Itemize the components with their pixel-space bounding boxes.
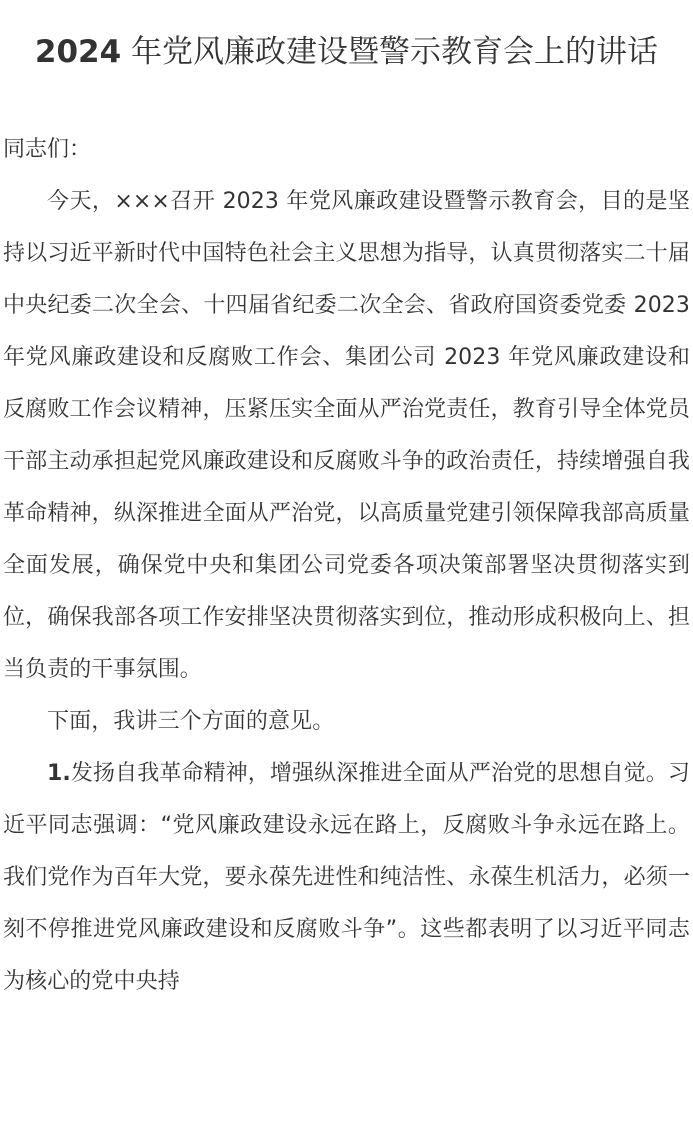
title-year: 2024 xyxy=(34,34,122,70)
paragraph-intro: 下面，我讲三个方面的意见。 xyxy=(47,709,335,734)
title-text: 年党风廉政建设暨警示教育会上的讲话 xyxy=(121,34,659,70)
point-text: 发扬自我革命精神，增强纵深推进全面从严治党的思想自觉。习近平同志强调：“党风廉政建设永远在路上，反腐败斗争永远在路上。我们党作为百年大党，要永葆先进性和纯洁性、永葆生机活力，必须一刻不停推进党风廉政建设和反腐败斗争”。这些都表明了以习近平同志为核心的党中央持 xyxy=(3,761,690,994)
point-number: 1. xyxy=(47,761,71,786)
document-title xyxy=(3,30,690,74)
paragraph-opening: 今天，×××召开 2023 年党风廉政建设暨警示教育会，目的是坚持以习近平新时代中国特色社会主义思想为指导，认真贯彻落实二十届中央纪委二次全会、十四届省纪委二次全会、省政府国资委党委 2023 年党风廉政建设和反腐败工作会、集团公司 2023 年党风廉政建设和反腐败工作会议精神，压紧压实全面从严治党责任，教育引导全体党员干部主动承担起党风廉政建设和反腐败斗争的政治责任，持续增强自我革命精神，纵深推进全面从严治党，以高质量党建引领保障我部高质量全面发展，确保党中央和集团公司党委各项决策部署坚决贯彻落实到位，确保我部各项工作安排坚决贯彻落实到位，推动形成积极向上、担当负责的干事氛围。 xyxy=(3,189,690,682)
greeting: 同志们： xyxy=(3,137,92,162)
paragraph-point-1 xyxy=(3,748,690,1008)
document-page xyxy=(0,30,693,1127)
